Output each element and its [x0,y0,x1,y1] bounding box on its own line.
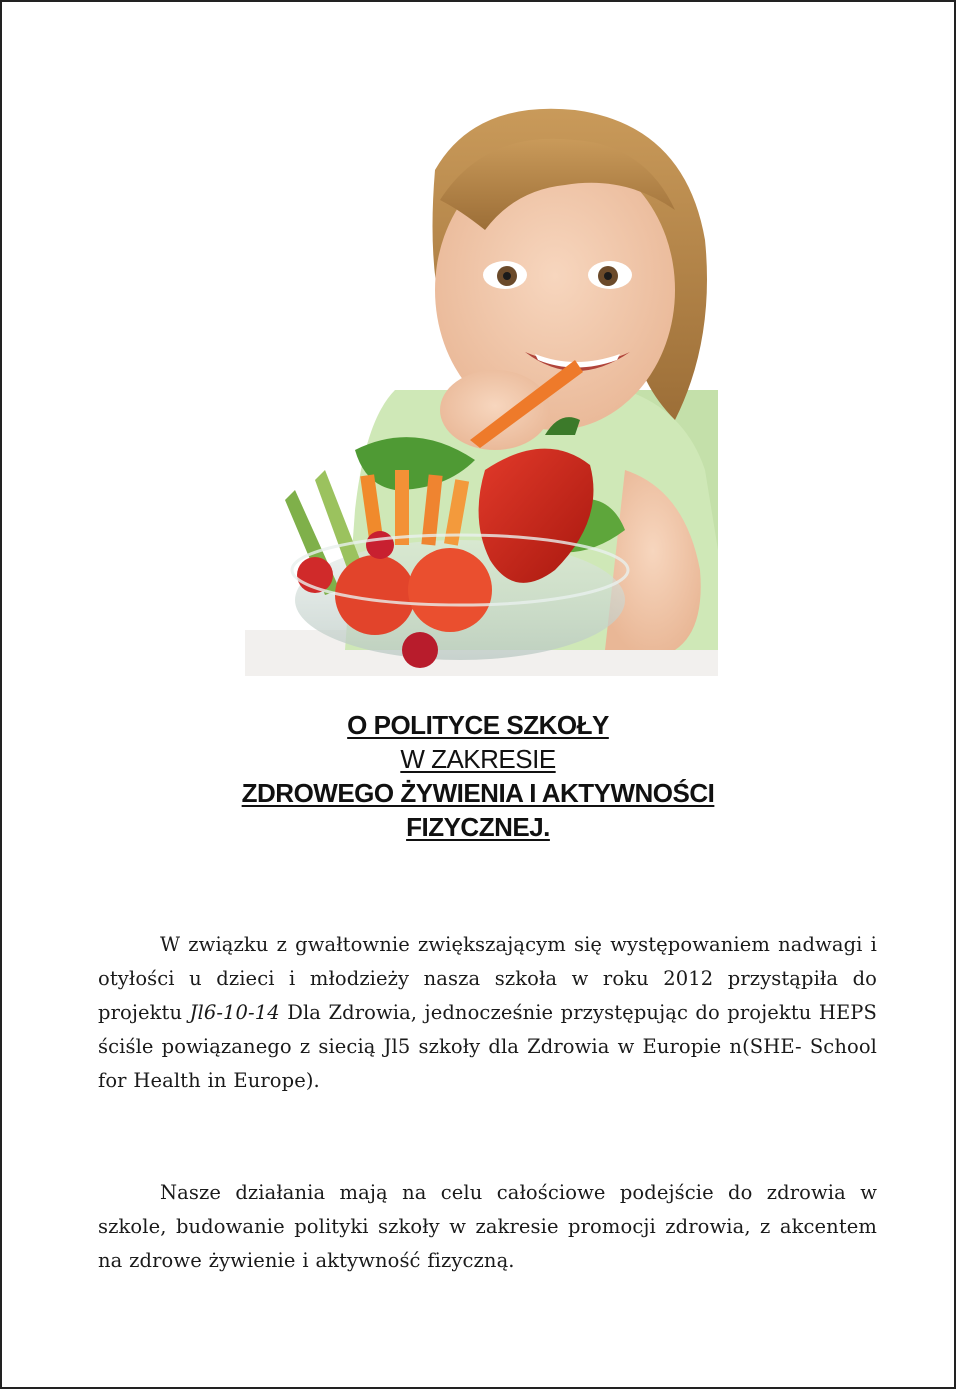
title-line-1: O POLITYCE SZKOŁY [347,710,609,740]
paragraph-project-intro [98,928,877,1098]
paragraph-1-text-before: W związku z gwałtownie zwiększającym się występowaniem nadwagi i otyłości u dzieci i młodzieży nasza szkoła w roku 2012 przystąpiła do projektu [98,933,877,1024]
document-title [2,708,954,844]
child-with-vegetables-photo [245,90,718,676]
title-line-3: ZDROWEGO ŻYWIENIA I AKTYWNOŚCI [241,778,715,808]
title-line-2: W ZAKRESIE [400,744,556,774]
paragraph-goals: Nasze działania mają na celu całościowe podejście do zdrowia w szkole, budowanie polityki szkoły w zakresie promocji zdrowia, z akcentem na zdrowe żywienie i aktywność fizyczną. [98,1181,877,1272]
title-line-4: FIZYCZNEJ. [406,812,550,842]
paragraph-1-text-after: Dla Zdrowia, jednocześnie przystępując do projektu HEPS ściśle powiązanego z siecią Jl5 szkoły dla Zdrowia w Europie n(SHE- School for Health in Europe). [98,1001,877,1092]
project-code: Jl6-10-14 [189,1001,280,1024]
